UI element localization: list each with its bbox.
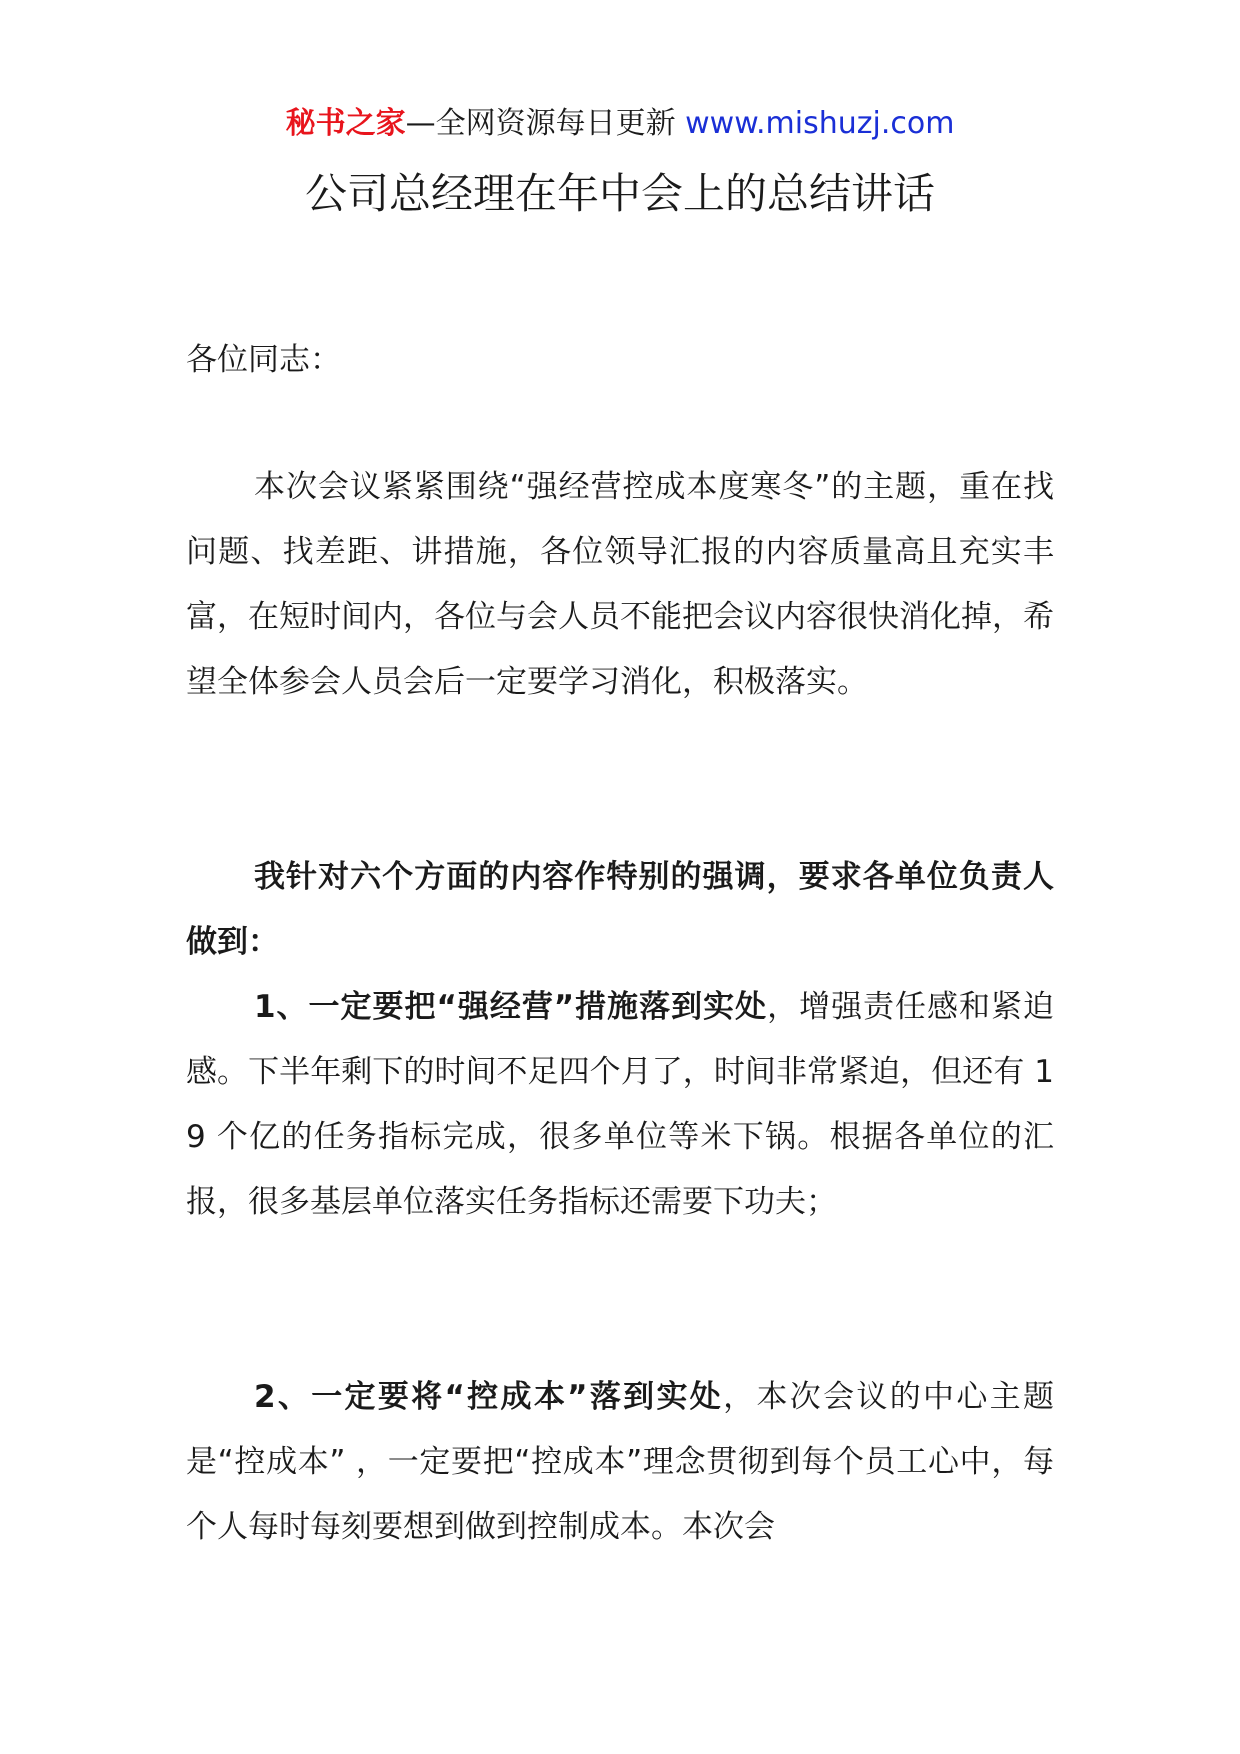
item-2-heading: 2、一定要将“控成本”落到实处: [254, 1379, 724, 1415]
paragraph-intro: 本次会议紧紧围绕“强经营控成本度寒冬”的主题，重在找问题、找差距、讲措施，各位领导汇报的内容质量高且充实丰富，在短时间内，各位与会人员不能把会议内容很快消化掉，希望全体参会人员会后一定要学习消化，积极落实。: [186, 469, 1054, 700]
site-url[interactable]: www.mishuzj.com: [685, 106, 955, 141]
salutation: 各位同志：: [186, 342, 341, 378]
document-title: 公司总经理在年中会上的总结讲话: [304, 169, 935, 218]
paragraph-requirements: 我针对六个方面的内容作特别的强调，要求各单位负责人做到：: [186, 859, 1054, 960]
item-1-text: ，增强责任感和紧迫感。下半年剩下的时间不足四个月了，时间非常紧迫，但还有 19 个亿的任务指标完成，很多单位等米下锅。根据各单位的汇报，很多基层单位落实任务指标还需要下功夫；: [186, 989, 1054, 1220]
paragraph-item-2: [186, 1365, 1054, 1560]
site-header: [0, 102, 1240, 146]
brand-name: 秘书之家: [285, 106, 406, 141]
header-slogan: —全网资源每日更新: [405, 106, 686, 141]
item-2-text: ，本次会议的中心主题是“控成本” ，一定要把“控成本”理念贯彻到每个员工心中，每个人每时每刻要想到做到控制成本。本次会: [186, 1379, 1055, 1545]
item-1-heading: 1、一定要把“强经营”措施落到实处: [254, 989, 768, 1025]
paragraph-item-1: [186, 975, 1054, 1235]
